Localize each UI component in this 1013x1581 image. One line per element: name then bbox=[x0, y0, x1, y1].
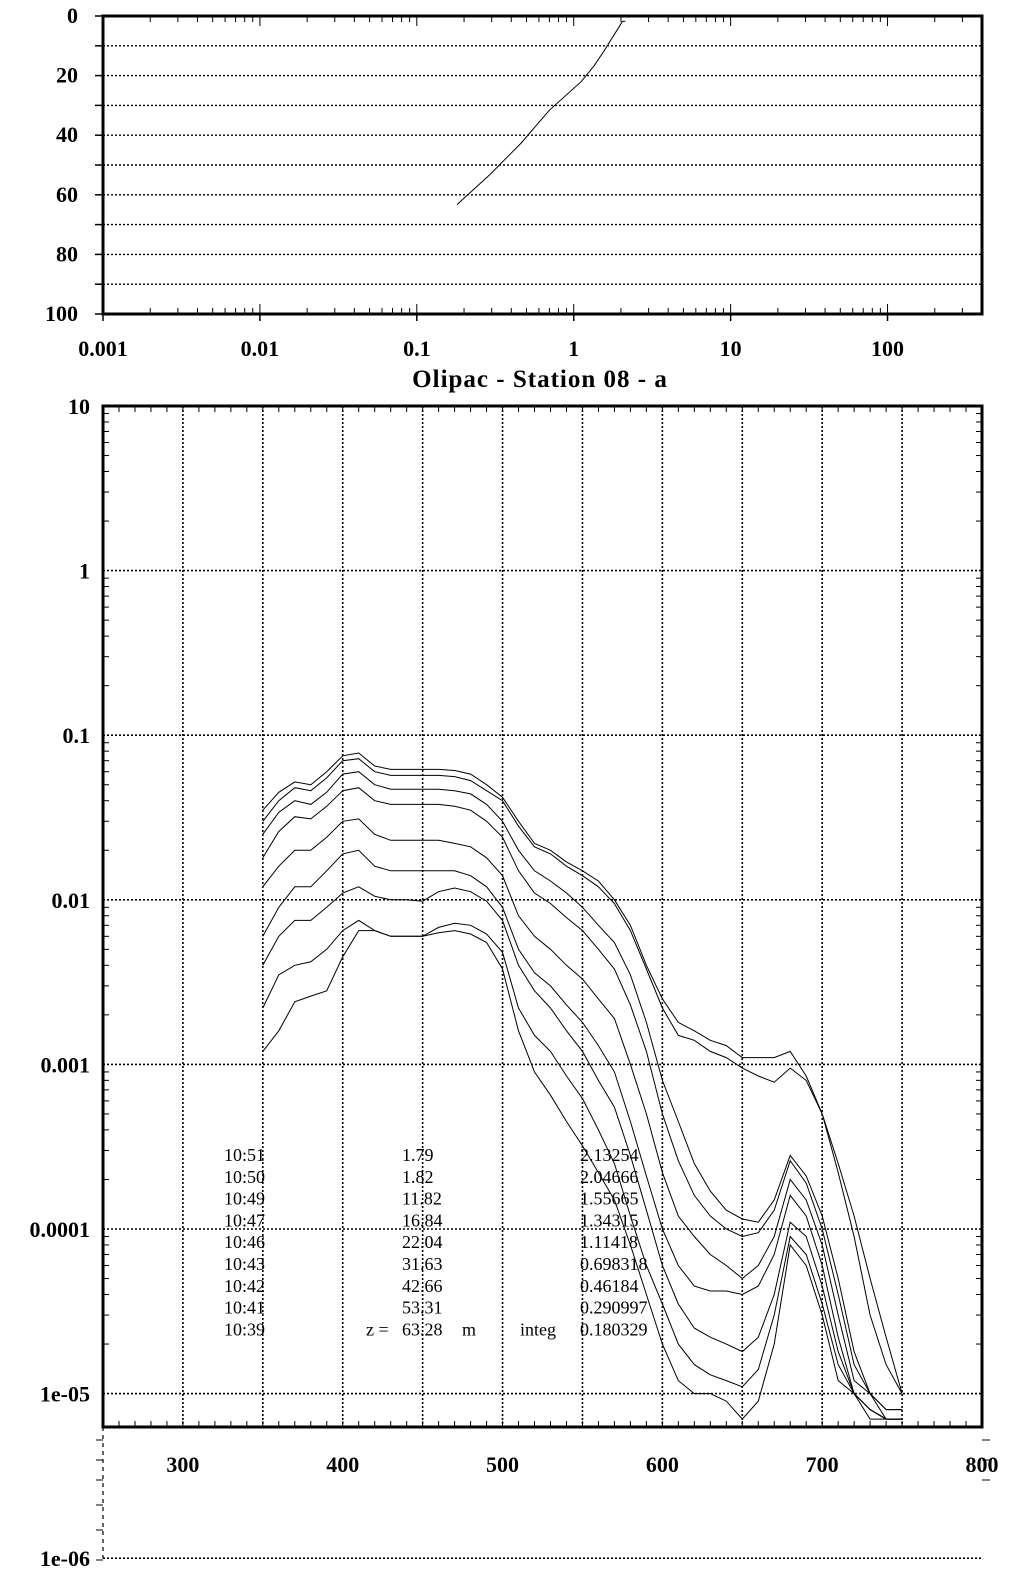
y-tick-label: 1e-06 bbox=[39, 1546, 90, 1572]
y-tick-label: 1e-05 bbox=[39, 1381, 90, 1407]
time-label: 10:42 bbox=[224, 1275, 266, 1296]
integ-value: 0.180329 bbox=[580, 1319, 648, 1340]
y-tick-label: 0.01 bbox=[51, 887, 90, 913]
depth-label: 11.82 bbox=[402, 1188, 442, 1209]
y-tick-label: 20 bbox=[56, 62, 78, 88]
depth-label: 16.84 bbox=[402, 1210, 443, 1231]
plot-frame bbox=[103, 16, 982, 314]
y-tick-label: 10 bbox=[68, 394, 90, 419]
z-prefix: z = bbox=[366, 1319, 389, 1340]
y-tick-label: 80 bbox=[56, 241, 78, 267]
y-tick-label: 1 bbox=[79, 558, 90, 584]
profile-line bbox=[457, 21, 625, 204]
depth-label: 63.28 bbox=[402, 1319, 443, 1340]
x-tick-label: 400 bbox=[326, 1452, 360, 1477]
integ-value: 0.290997 bbox=[580, 1297, 648, 1318]
time-label: 10:50 bbox=[224, 1166, 266, 1187]
x-tick-label: 100 bbox=[871, 336, 905, 361]
time-label: 10:49 bbox=[224, 1188, 266, 1209]
depth-label: 22.04 bbox=[402, 1232, 443, 1253]
time-label: 10:47 bbox=[224, 1210, 266, 1231]
time-label: 10:39 bbox=[224, 1319, 266, 1340]
x-tick-label: 300 bbox=[166, 1452, 200, 1477]
chart-title: Olipac - Station 08 - a bbox=[412, 366, 668, 393]
integ-value: 0.698318 bbox=[580, 1254, 648, 1274]
depth-label: 53.31 bbox=[402, 1297, 443, 1318]
depth-label: 1.79 bbox=[402, 1145, 434, 1165]
time-label: 10:43 bbox=[224, 1254, 266, 1274]
y-tick-label: 0.0001 bbox=[29, 1217, 90, 1242]
integ-value: 0.46184 bbox=[580, 1275, 639, 1296]
integ-label: integ bbox=[520, 1319, 556, 1340]
x-tick-label: 700 bbox=[805, 1452, 839, 1477]
time-label: 10:46 bbox=[224, 1232, 266, 1253]
integ-value: 1.55665 bbox=[580, 1188, 639, 1209]
y-tick-label: 0.1 bbox=[62, 723, 90, 749]
x-tick-label: 800 bbox=[965, 1452, 999, 1477]
time-label: 10:51 bbox=[224, 1145, 266, 1165]
integ-value: 2.13254 bbox=[580, 1145, 639, 1165]
integ-value: 1.34315 bbox=[580, 1210, 639, 1231]
depth-label: 31.63 bbox=[402, 1254, 443, 1274]
spectra-chart bbox=[30, 366, 999, 1571]
x-tick-label: 10 bbox=[719, 336, 742, 361]
x-tick-label: 1 bbox=[568, 336, 580, 361]
integ-value: 2.04666 bbox=[580, 1166, 639, 1187]
y-tick-label: 100 bbox=[45, 301, 78, 326]
depth-label: 1.82 bbox=[402, 1166, 434, 1187]
integ-value: 1.11418 bbox=[580, 1232, 638, 1253]
x-tick-label: 0.1 bbox=[403, 336, 431, 361]
x-tick-label: 500 bbox=[486, 1452, 520, 1477]
depth-label: 42.66 bbox=[402, 1275, 443, 1296]
y-tick-label: 0.001 bbox=[40, 1052, 90, 1078]
y-tick-label: 40 bbox=[56, 122, 78, 148]
depth-unit: m bbox=[462, 1319, 477, 1340]
depth-profile-chart bbox=[45, 3, 982, 361]
y-tick-label: 60 bbox=[56, 181, 78, 207]
x-tick-label: 600 bbox=[645, 1452, 679, 1477]
y-tick-label: 0 bbox=[67, 3, 78, 28]
time-label: 10:41 bbox=[224, 1297, 266, 1318]
x-tick-label: 0.001 bbox=[78, 336, 128, 361]
x-tick-label: 0.01 bbox=[240, 336, 280, 361]
depth-annotation-table bbox=[224, 1145, 648, 1339]
